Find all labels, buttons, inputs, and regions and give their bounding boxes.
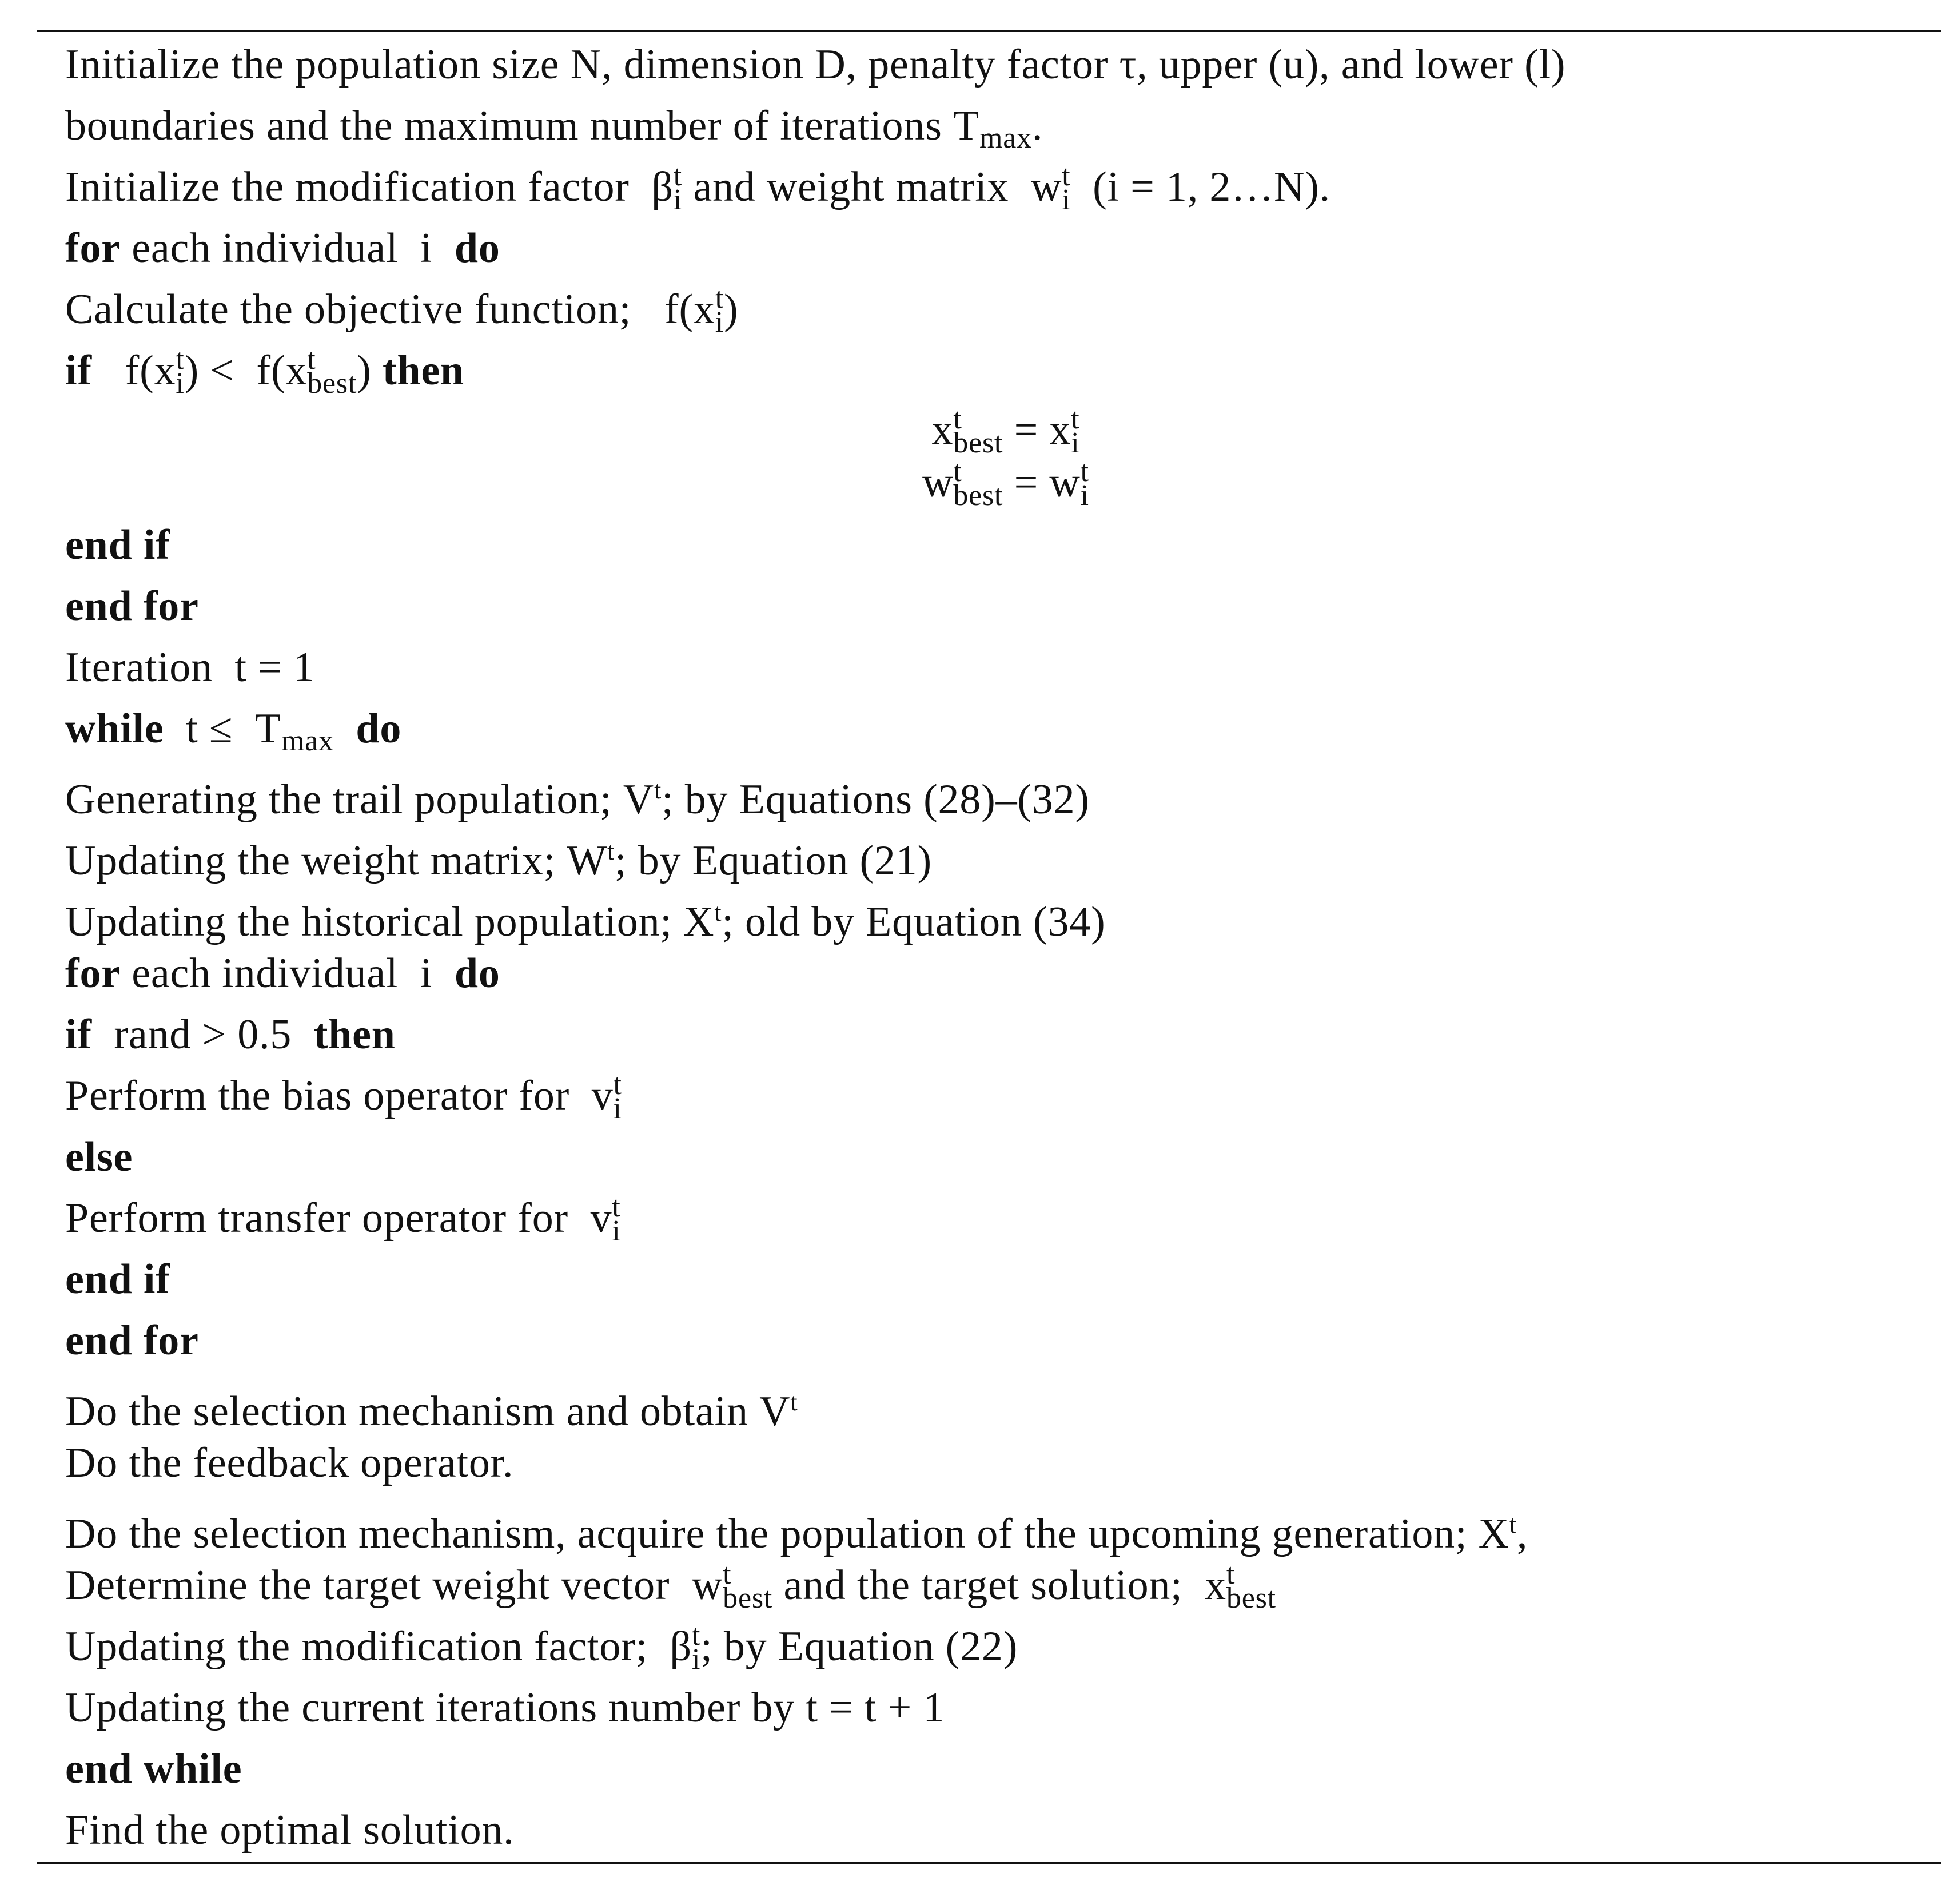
math-symbol [694, 279, 724, 343]
pseudocode-line [65, 1371, 1923, 1433]
script-stack [1081, 455, 1089, 514]
superscript: t [607, 837, 615, 865]
math-symbol [255, 698, 334, 772]
superscript: t [715, 282, 724, 315]
symbol-base: T [953, 102, 979, 149]
math-symbol [683, 882, 722, 953]
script-stack [612, 1190, 620, 1250]
superscript: t [654, 776, 662, 804]
symbol-base: x [285, 347, 308, 394]
keyword: end for [65, 1317, 199, 1364]
symbol-base: x [693, 286, 715, 333]
math-symbol [922, 456, 1003, 516]
pseudocode-line [65, 1800, 1923, 1861]
line-text: = [1003, 407, 1050, 454]
subscript: i [613, 1092, 622, 1126]
superscript: t [1509, 1510, 1517, 1538]
line-text: f( [91, 347, 154, 394]
script-stack [1062, 159, 1070, 218]
symbol-base: β [670, 1623, 692, 1670]
superscript: t [953, 455, 962, 488]
symbol-base: x [931, 407, 954, 454]
symbol-base: X [683, 898, 715, 945]
keyword: end if [65, 522, 170, 568]
line-text: Do the feedback operator. [65, 1439, 514, 1486]
pseudocode-line [65, 821, 1923, 882]
math-symbol [154, 340, 185, 404]
script-stack [953, 402, 1003, 462]
script-stack [1071, 402, 1079, 462]
superscript: t [176, 343, 185, 376]
subscript: best [953, 427, 1003, 460]
line-text: Find the optimal solution. [65, 1807, 515, 1854]
symbol-base: V [623, 776, 655, 823]
symbol-base: X [1478, 1510, 1509, 1557]
keyword: do [454, 950, 500, 997]
pseudocode-line [65, 1555, 1923, 1616]
math-symbol [285, 340, 357, 404]
pseudocode-line [65, 576, 1923, 637]
script-stack [1226, 1557, 1276, 1617]
subscript: i [176, 367, 185, 400]
line-text: Determine the target weight vector [65, 1562, 692, 1609]
centered-equation-line [65, 455, 1923, 512]
line-text: each individual i [120, 950, 455, 997]
line-text: ) [357, 347, 383, 394]
subscript: i [612, 1215, 621, 1248]
superscript: t [1071, 403, 1080, 436]
line-text: Updating the historical population; [65, 898, 684, 945]
superscript: t [723, 1558, 732, 1591]
keyword: end if [65, 1256, 170, 1303]
subscript: max [979, 122, 1032, 154]
pseudocode-line [65, 218, 1923, 279]
script-stack [715, 281, 724, 341]
subscript: i [1071, 427, 1080, 460]
pseudocode-line [65, 1004, 1923, 1065]
script-stack [614, 1068, 622, 1127]
symbol-base: w [1030, 164, 1062, 210]
script-stack [176, 343, 184, 402]
line-text: Iteration t = 1 [65, 644, 315, 691]
symbol-base: β [651, 164, 674, 210]
superscript: t [1062, 160, 1071, 193]
pseudocode-line [65, 1739, 1923, 1800]
math-symbol [592, 1065, 622, 1130]
algorithm-pseudocode [65, 34, 1923, 1861]
keyword: for [65, 225, 121, 272]
top-rule [37, 30, 1941, 32]
keyword: end while [65, 1745, 242, 1792]
line-text: ; by Equation (21) [615, 837, 932, 884]
symbol-base: v [591, 1072, 614, 1119]
math-symbol [670, 1616, 701, 1680]
line-text: Updating the current iterations number by t = t + 1 [65, 1684, 945, 1731]
symbol-base: w [691, 1562, 723, 1609]
subscript: i [673, 184, 683, 217]
pseudocode-line [65, 759, 1923, 821]
pseudocode-line [65, 943, 1923, 1004]
math-symbol [1031, 157, 1071, 221]
line-text: Perform transfer operator for [65, 1195, 591, 1242]
pseudocode-line [65, 1494, 1923, 1555]
pseudocode-line [65, 515, 1923, 576]
math-symbol [651, 157, 682, 221]
line-text: boundaries and the maximum number of iterations [65, 102, 953, 149]
math-symbol [1479, 1494, 1517, 1565]
superscript: t [307, 343, 316, 376]
subscript: i [692, 1643, 701, 1676]
math-symbol [1049, 404, 1079, 464]
keyword: then [382, 347, 464, 394]
math-symbol [567, 821, 615, 892]
subscript: best [953, 479, 1003, 512]
script-stack [723, 1557, 772, 1617]
line-text: ) [723, 286, 739, 333]
symbol-base: W [567, 837, 607, 884]
math-symbol [692, 1555, 772, 1619]
line-text: ; old by Equation (34) [722, 898, 1106, 945]
line-text: Calculate the objective function; f( [65, 286, 694, 333]
superscript: t [692, 1619, 701, 1652]
keyword: if [65, 1011, 92, 1058]
pseudocode-line [65, 1249, 1923, 1310]
pseudocode-line [65, 1065, 1923, 1127]
pseudocode-line [65, 340, 1923, 401]
line-text: . [1031, 102, 1043, 149]
script-stack [953, 455, 1003, 514]
superscript: t [673, 160, 683, 193]
pseudocode-line [65, 96, 1923, 157]
keyword: while [65, 705, 164, 752]
subscript: i [715, 306, 724, 339]
line-text: Initialize the population size N, dimension D, penalty factor τ, upper (u), and lower (l) [65, 41, 1566, 88]
math-symbol [953, 96, 1032, 169]
pseudocode-line [65, 1310, 1923, 1371]
pseudocode-line [65, 1433, 1923, 1494]
keyword: for [65, 950, 121, 997]
math-symbol [1205, 1555, 1276, 1619]
subscript: best [1226, 1582, 1276, 1615]
line-text: ; by Equation (22) [700, 1623, 1018, 1670]
keyword: do [454, 225, 500, 272]
symbol-base: V [759, 1388, 791, 1435]
math-symbol [591, 1188, 621, 1252]
line-text: each individual i [120, 225, 455, 272]
keyword: then [313, 1011, 396, 1058]
superscript: t [714, 898, 722, 926]
line-text: , [1516, 1510, 1528, 1557]
symbol-base: x [1205, 1562, 1226, 1609]
keyword: if [65, 347, 92, 394]
line-text: = [1003, 459, 1050, 506]
line-text: Perform the bias operator for [65, 1072, 592, 1119]
symbol-base: w [1049, 459, 1081, 506]
pseudocode-line [65, 279, 1923, 340]
bottom-rule [37, 1862, 1941, 1864]
symbol-base: x [1049, 407, 1071, 454]
keyword: do [356, 705, 402, 752]
line-text: t ≤ [164, 705, 255, 752]
line-text: Do the selection mechanism, acquire the population of the upcoming generation; [65, 1510, 1479, 1557]
symbol-base: w [922, 459, 954, 506]
superscript: t [790, 1388, 798, 1416]
line-text: Generating the trail population; [65, 776, 623, 823]
pseudocode-line [65, 1127, 1923, 1188]
keyword: end for [65, 583, 199, 630]
subscript: i [1080, 479, 1089, 512]
math-symbol [1049, 456, 1089, 516]
symbol-base: v [590, 1195, 612, 1242]
line-text: Updating the modification factor; [65, 1623, 670, 1670]
pseudocode-line [65, 1677, 1923, 1739]
pseudocode-line [65, 1188, 1923, 1249]
symbol-base: T [254, 705, 281, 752]
script-stack [674, 159, 682, 218]
line-text: Updating the weight matrix; [65, 837, 567, 884]
superscript: t [953, 403, 962, 436]
superscript: t [1226, 1558, 1236, 1591]
symbol-base: x [154, 347, 176, 394]
superscript: t [613, 1068, 622, 1101]
script-stack [307, 343, 357, 402]
line-text: and the target solution; [772, 1562, 1205, 1609]
subscript: max [281, 725, 334, 757]
superscript: t [1080, 455, 1089, 488]
line-text: and weight matrix [682, 164, 1031, 210]
line-text: Do the selection mechanism and obtain [65, 1388, 760, 1435]
pseudocode-line [65, 698, 1923, 759]
line-text [334, 705, 356, 752]
script-stack [692, 1618, 700, 1678]
subscript: best [723, 1582, 773, 1615]
pseudocode-line [65, 637, 1923, 698]
math-symbol [623, 759, 662, 830]
keyword: else [65, 1134, 133, 1180]
line-text: (i = 1, 2…N). [1070, 164, 1330, 210]
superscript: t [612, 1191, 621, 1224]
pseudocode-line [65, 1616, 1923, 1677]
subscript: i [1062, 184, 1071, 217]
line-text: ) < f( [184, 347, 286, 394]
math-symbol [759, 1371, 798, 1442]
line-text: rand > 0.5 [91, 1011, 314, 1058]
line-text: ; by Equations (28)–(32) [662, 776, 1090, 823]
subscript: best [307, 367, 357, 400]
centered-equation-line [65, 403, 1923, 460]
pseudocode-line [65, 34, 1923, 96]
line-text: Initialize the modification factor [65, 164, 652, 210]
pseudocode-line [65, 882, 1923, 943]
